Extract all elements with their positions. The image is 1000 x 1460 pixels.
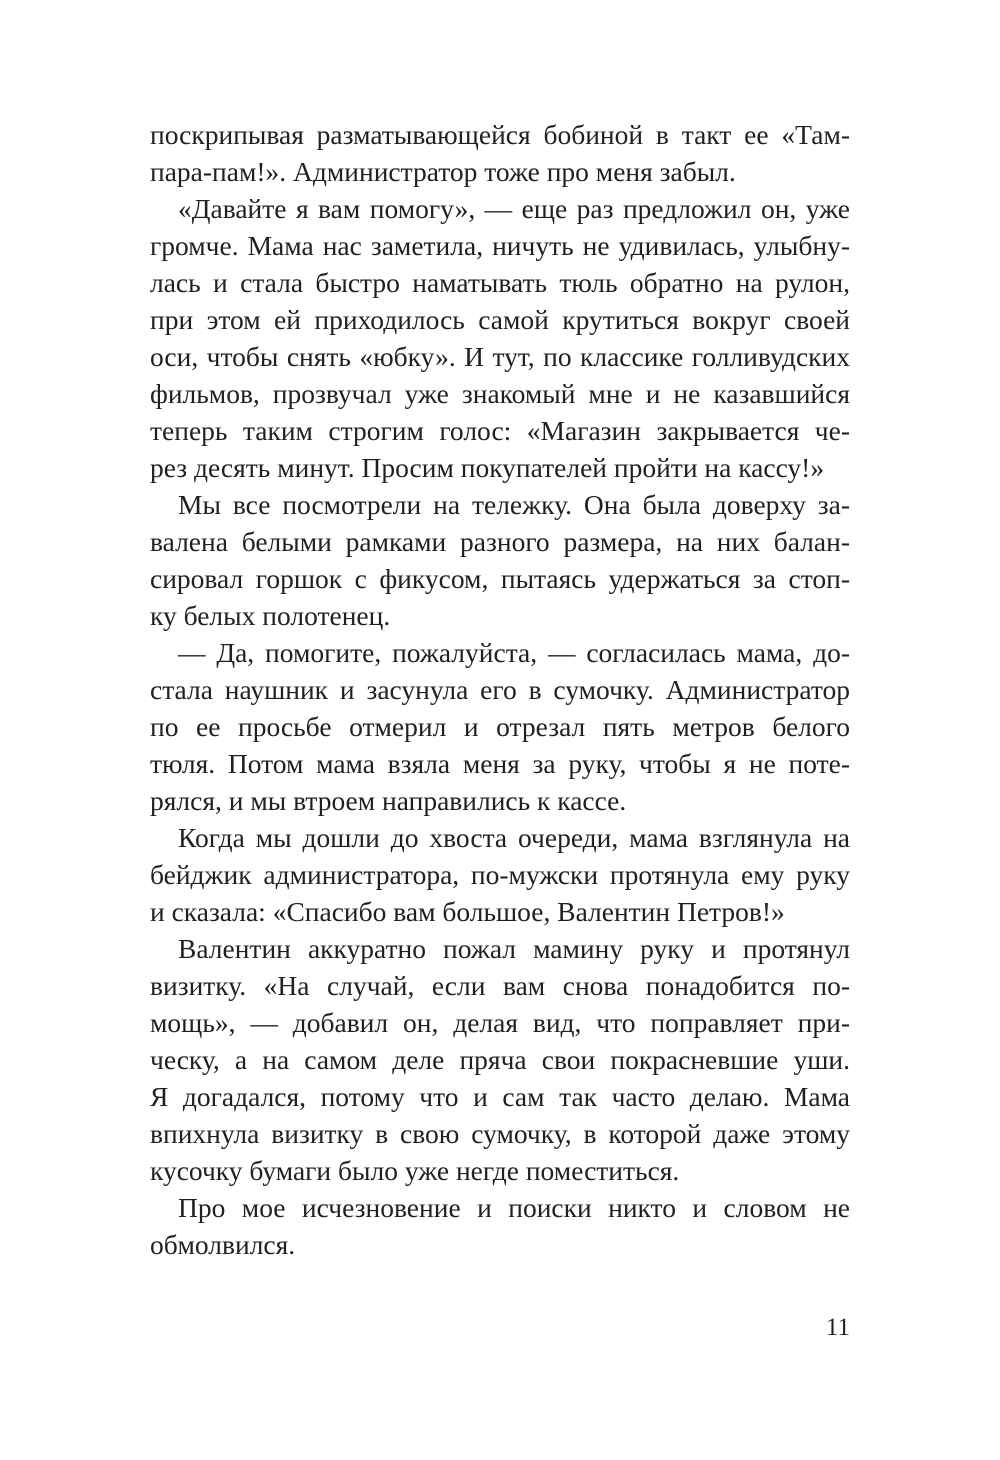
text-line: теперь таким строгим голос: «Магазин закрывается че- xyxy=(150,415,850,446)
text-line: Мы все посмотрели на тележку. Она была доверху за- xyxy=(178,489,850,520)
text-line: Когда мы дошли до хвоста очереди, мама взглянула на xyxy=(178,822,850,853)
text-line: валена белыми рамками разного размера, на них балан- xyxy=(150,526,850,557)
text-line: Про мое исчезновение и поиски никто и словом не xyxy=(178,1192,850,1223)
text-line: рез десять минут. Просим покупателей пройти на кассу!» xyxy=(150,452,825,483)
text-line: пара-пам!». Администратор тоже про меня забыл. xyxy=(150,156,736,187)
text-line: Валентин аккуратно пожал мамину руку и протянул xyxy=(178,933,850,964)
page-text xyxy=(150,116,850,1263)
text-line: визитку. «На случай, если вам снова понадобится по- xyxy=(150,970,850,1001)
text-line: оси, чтобы снять «юбку». И тут, по классике голливудских xyxy=(150,341,850,372)
text-line: при этом ей приходилось самой крутиться вокруг своей xyxy=(150,304,850,335)
text-line: тюля. Потом мама взяла меня за руку, чтобы я не поте- xyxy=(150,748,850,779)
text-line: ку белых полотенец. xyxy=(150,600,391,631)
text-line: бейджик администратора, по-мужски протянула ему руку xyxy=(150,859,850,890)
text-line: стала наушник и засунула его в сумочку. Администратор xyxy=(150,674,850,705)
text-line: фильмов, прозвучал уже знакомый мне и не казавшийся xyxy=(150,378,850,409)
text-line: и сказала: «Спасибо вам большое, Валентин Петров!» xyxy=(150,896,785,927)
text-line: мощь», — добавил он, делая вид, что поправляет при- xyxy=(150,1007,850,1038)
text-line: «Давайте я вам помогу», — еще раз предложил он, уже xyxy=(178,193,850,224)
text-line: Я догадался, потому что и сам так часто делаю. Мама xyxy=(150,1081,850,1112)
text-line: кусочку бумаги было уже негде поместиться. xyxy=(150,1155,680,1186)
text-line: обмолвился. xyxy=(150,1229,296,1260)
text-line: поскрипывая разматывающейся бобиной в такт ее «Там- xyxy=(150,119,850,150)
text-line: ческу, а на самом деле пряча свои покрасневшие уши. xyxy=(150,1044,850,1075)
text-line: по ее просьбе отмерил и отрезал пять метров белого xyxy=(150,711,850,742)
text-line: громче. Мама нас заметила, ничуть не удивилась, улыбну- xyxy=(150,230,850,261)
text-line: — Да, помогите, пожалуйста, — согласилась мама, до- xyxy=(178,637,850,668)
text-line: рялся, и мы втроем направились к кассе. xyxy=(150,785,627,816)
text-line: лась и стала быстро наматывать тюль обратно на рулон, xyxy=(150,267,850,298)
text-line: впихнула визитку в свою сумочку, в которой даже этому xyxy=(150,1118,850,1149)
text-line: сировал горшок с фикусом, пытаясь удержаться за стоп- xyxy=(150,563,850,594)
page-number: 11 xyxy=(825,1314,850,1341)
